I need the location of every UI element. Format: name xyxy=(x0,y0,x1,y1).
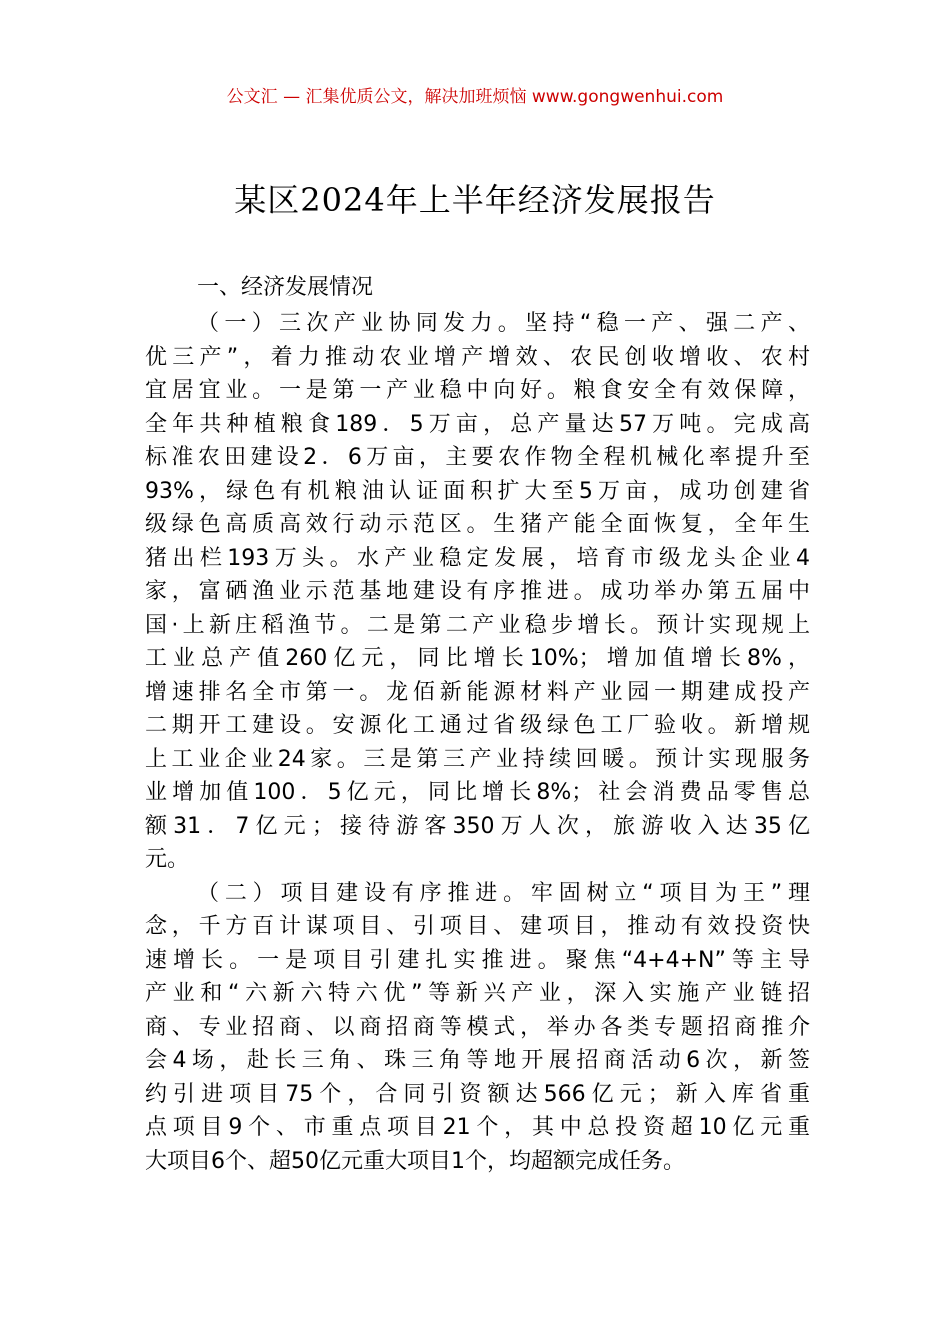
paragraph-line: 二期开工建设。安源化工通过省级绿色工厂验收。新增规 xyxy=(145,713,810,738)
paragraph-line: 家，富硒渔业示范基地建设有序推进。成功举办第五届中 xyxy=(145,579,810,604)
paragraph-line: 念，千方百计谋项目、引项目、建项目，推动有效投资快 xyxy=(145,914,810,939)
paragraph-line: 额31．7亿元；接待游客350万人次，旅游收入达35亿 xyxy=(145,813,810,839)
paragraph-line: 工业总产值260亿元，同比增长10%；增加值增长8%， xyxy=(145,646,810,671)
paragraph-line: 业增加值100．5亿元，同比增长8%；社会消费品零售总 xyxy=(145,780,810,805)
paragraph-line: 优三产”，着力推动农业增产增效、农民创收增收、农村 xyxy=(145,344,810,370)
paragraph-line: 级绿色高质高效行动示范区。生猪产能全面恢复，全年生 xyxy=(145,512,810,537)
paragraph-line: 点项目9个、市重点项目21个，其中总投资超10亿元重 xyxy=(145,1115,810,1140)
paragraph-line: 猪出栏193万头。水产业稳定发展，培育市级龙头企业4 xyxy=(145,545,810,571)
paragraph-line: 上工业企业24家。三是第三产业持续回暖。预计实现服务 xyxy=(145,746,810,772)
paragraph-line: 元。 xyxy=(145,847,190,872)
paragraph-line: 宜居宜业。一是第一产业稳中向好。粮食安全有效保障， xyxy=(145,378,810,403)
paragraph-line: 大项目6个、超50亿元重大项目1个，均超额完成任务。 xyxy=(145,1148,685,1174)
paragraph-line: 标准农田建设2．6万亩，主要农作物全程机械化率提升至 xyxy=(145,445,810,470)
paragraph-line: 国·上新庄稻渔节。二是第二产业稳步增长。预计实现规上 xyxy=(145,612,810,638)
paragraph-line: 增速排名全市第一。龙佰新能源材料产业园一期建成投产 xyxy=(145,679,810,705)
paragraph-1 xyxy=(145,307,810,877)
paragraph-2 xyxy=(145,877,810,1179)
paragraph-line: （一）三次产业协同发力。坚持“稳一产、强二产、 xyxy=(197,311,810,336)
paragraph-line: 93%，绿色有机粮油认证面积扩大至5万亩，成功创建省 xyxy=(145,478,810,504)
paragraph-line: 产业和“六新六特六优”等新兴产业，深入实施产业链招 xyxy=(145,981,810,1006)
paragraph-line: （二）项目建设有序推进。牢固树立“项目为王”理 xyxy=(197,880,810,906)
paragraph-line: 速增长。一是项目引建扎实推进。聚焦“4+4+N”等主导 xyxy=(145,947,810,973)
section-heading: 一、经济发展情况 xyxy=(197,275,374,300)
watermark-header: 公文汇 — 汇集优质公文，解决加班烦恼 www.gongwenhui.com xyxy=(226,87,724,107)
paragraph-line: 全年共种植粮食189．5万亩，总产量达57万吨。完成高 xyxy=(145,411,810,437)
paragraph-line: 商、专业招商、以商招商等模式，举办各类专题招商推介 xyxy=(145,1014,810,1040)
document-title: 某区2024年上半年经济发展报告 xyxy=(234,181,716,219)
paragraph-line: 会4场，赴长三角、珠三角等地开展招商活动6次，新签 xyxy=(145,1048,810,1073)
paragraph-line: 约引进项目75个，合同引资额达566亿元；新入库省重 xyxy=(145,1081,810,1107)
document-body xyxy=(145,268,810,1178)
